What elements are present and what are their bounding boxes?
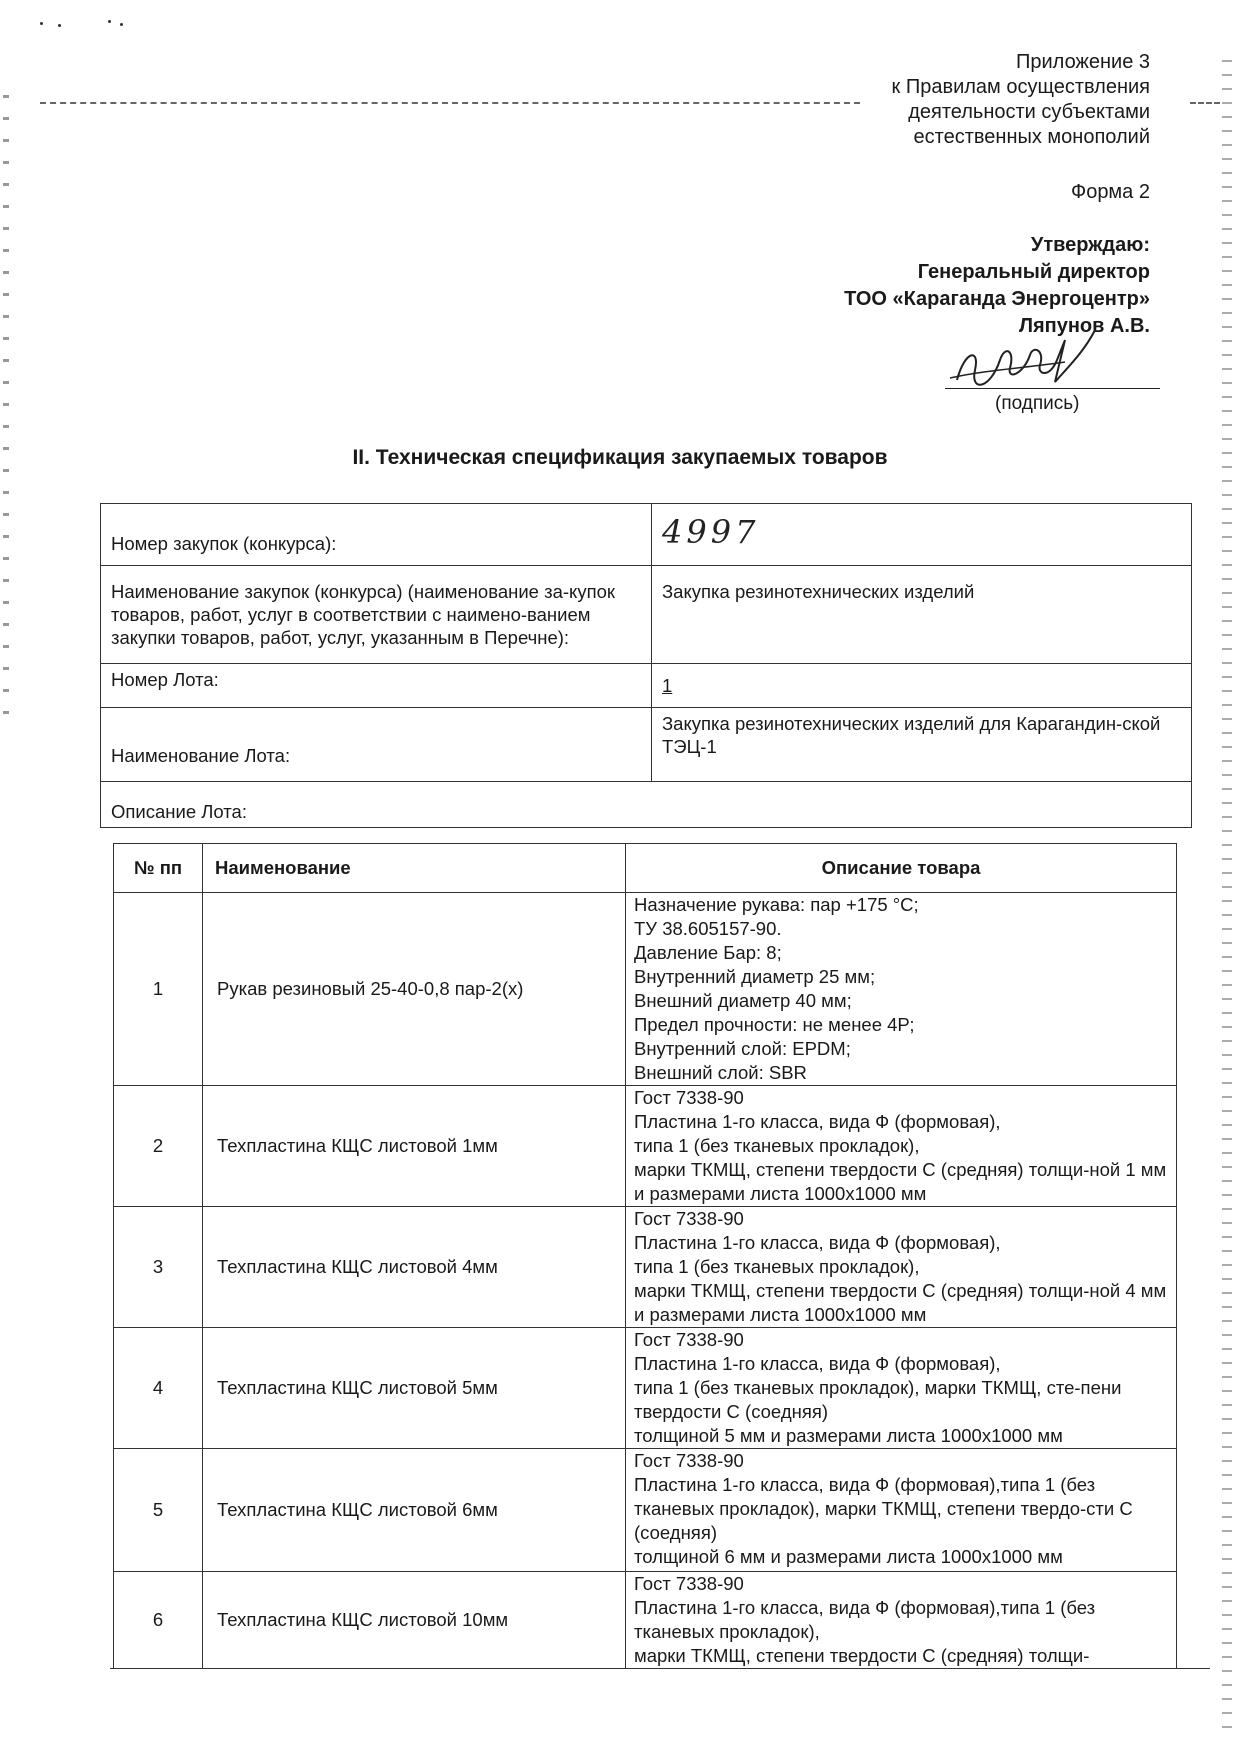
description-line: ТУ 38.605157-90. — [634, 918, 782, 939]
appendix-reference — [892, 50, 1150, 150]
row-no: 3 — [114, 1207, 203, 1328]
appendix-line: естественных монополий — [913, 126, 1150, 148]
purchase-number-label: Номер закупок (конкурса): — [101, 504, 652, 566]
description-line: Внешний диаметр 40 мм; — [634, 990, 852, 1011]
description-line: Гост 7338-90 — [634, 1087, 744, 1108]
purchase-info-table — [100, 503, 1192, 828]
row-name: Техпластина КЩС листовой 1мм — [203, 1086, 626, 1207]
description-line: Пластина 1-го класса, вида Ф (формовая),типа 1 (без тканевых прокладок), — [634, 1597, 1096, 1642]
approval-company: ТОО «Караганда Энергоцентр» — [844, 288, 1150, 310]
table-row — [114, 1572, 1177, 1669]
purchase-number-value — [652, 504, 1192, 566]
description-line: типа 1 (без тканевых прокладок), марки ТКМЩ, сте-пени твердости С (соедняя) — [634, 1377, 1122, 1422]
description-line: Гост 7338-90 — [634, 1450, 744, 1471]
scan-dashed-line — [1190, 102, 1220, 104]
description-line: типа 1 (без тканевых прокладок), — [634, 1256, 920, 1277]
info-row — [101, 566, 1192, 664]
row-name: Техпластина КЩС листовой 6мм — [203, 1449, 626, 1572]
scan-speck — [120, 23, 123, 26]
approval-title: Утверждаю: — [1030, 234, 1150, 256]
description-line: марки ТКМЩ, степени твердости С (средняя) толщи-ной 1 мм и размерами листа 1000х1000 мм — [634, 1159, 1167, 1204]
page-bottom-rule — [110, 1668, 1210, 1669]
section-title: II. Техническая спецификация закупаемых товаров — [352, 446, 888, 469]
approval-position: Генеральный директор — [917, 261, 1150, 283]
description-line: Пластина 1-го класса, вида Ф (формовая), — [634, 1232, 1001, 1253]
row-name: Техпластина КЩС листовой 10мм — [203, 1572, 626, 1669]
scan-speck — [108, 20, 111, 23]
row-description — [626, 1572, 1177, 1669]
items-table — [113, 843, 1177, 1669]
row-no: 1 — [114, 893, 203, 1086]
signature-caption: (подпись) — [995, 393, 1080, 414]
purchase-number-handwritten: 4997 — [662, 513, 760, 551]
row-description — [626, 1328, 1177, 1449]
items-header-row — [114, 844, 1177, 893]
scan-speck — [58, 24, 61, 27]
description-line: Гост 7338-90 — [634, 1573, 744, 1594]
scan-edge-marks-right — [1222, 60, 1232, 1740]
description-line: Предел прочности: не менее 4Р; — [634, 1014, 915, 1035]
description-line: Гост 7338-90 — [634, 1208, 744, 1229]
lot-name-label: Наименование Лота: — [101, 708, 652, 782]
lot-name-value: Закупка резинотехнических изделий для Карагандин-ской ТЭЦ-1 — [652, 708, 1192, 782]
description-line: марки ТКМЩ, степени твердости С (средняя) толщи-ной 4 мм и размерами листа 1000х1000 мм — [634, 1280, 1167, 1325]
row-name: Техпластина КЩС листовой 5мм — [203, 1328, 626, 1449]
table-row — [114, 1328, 1177, 1449]
appendix-line: к Правилам осуществления — [891, 76, 1150, 98]
appendix-line: Приложение 3 — [1016, 51, 1150, 73]
row-no: 2 — [114, 1086, 203, 1207]
row-description — [626, 1449, 1177, 1572]
info-row — [101, 664, 1192, 708]
description-line: Пластина 1-го класса, вида Ф (формовая), — [634, 1353, 1001, 1374]
appendix-line: деятельности субъектами — [908, 101, 1150, 123]
description-line: толщиной 6 мм и размерами листа 1000х1000 мм — [634, 1546, 1063, 1567]
description-line: марки ТКМЩ, степени твердости С (средняя) толщи- — [634, 1645, 1090, 1666]
signature-line — [945, 388, 1160, 389]
row-description — [626, 1207, 1177, 1328]
lot-number-value — [652, 664, 1192, 708]
description-line: Внешний слой: SBR — [634, 1062, 807, 1083]
header-description: Описание товара — [626, 844, 1177, 893]
description-line: Давление Бар: 8; — [634, 942, 782, 963]
info-row — [101, 782, 1192, 828]
table-row — [114, 1449, 1177, 1572]
description-line: Внутренний слой: EPDM; — [634, 1038, 851, 1059]
description-line: Пластина 1-го класса, вида Ф (формовая), — [634, 1111, 1001, 1132]
scan-edge-marks-left — [3, 95, 9, 715]
scan-speck — [40, 22, 43, 25]
row-no: 5 — [114, 1449, 203, 1572]
info-row — [101, 708, 1192, 782]
form-number: Форма 2 — [1070, 181, 1150, 203]
scan-dashed-line — [40, 102, 860, 104]
row-name: Рукав резиновый 25-40-0,8 пар-2(х) — [203, 893, 626, 1086]
approval-name: Ляпунов А.В. — [1018, 315, 1150, 337]
description-line: Гост 7338-90 — [634, 1329, 744, 1350]
description-line: толщиной 5 мм и размерами листа 1000х1000 мм — [634, 1425, 1063, 1446]
row-name: Техпластина КЩС листовой 4мм — [203, 1207, 626, 1328]
header-name: Наименование — [203, 844, 626, 893]
row-description — [626, 893, 1177, 1086]
row-description — [626, 1086, 1177, 1207]
purchase-name-label: Наименование закупок (конкурса) (наименование за-купок товаров, работ, услуг в соответствии с наимено-ванием закупки товаров, работ, услуг, указанным в Перечне): — [101, 566, 652, 664]
description-line: типа 1 (без тканевых прокладок), — [634, 1135, 920, 1156]
info-row — [101, 504, 1192, 566]
description-line: Внутренний диаметр 25 мм; — [634, 966, 876, 987]
row-no: 4 — [114, 1328, 203, 1449]
lot-description-label: Описание Лота: — [101, 782, 1192, 828]
table-row — [114, 1086, 1177, 1207]
purchase-name-value: Закупка резинотехнических изделий — [652, 566, 1192, 664]
description-line: Назначение рукава: пар +175 °С; — [634, 894, 919, 915]
table-row — [114, 893, 1177, 1086]
table-row — [114, 1207, 1177, 1328]
lot-number-text: 1 — [662, 675, 673, 696]
lot-number-label: Номер Лота: — [101, 664, 652, 708]
row-no: 6 — [114, 1572, 203, 1669]
description-line: Пластина 1-го класса, вида Ф (формовая),типа 1 (без тканевых прокладок), марки ТКМЩ, степени твердо-сти С (соедняя) — [634, 1474, 1133, 1543]
header-no: № пп — [114, 844, 203, 893]
